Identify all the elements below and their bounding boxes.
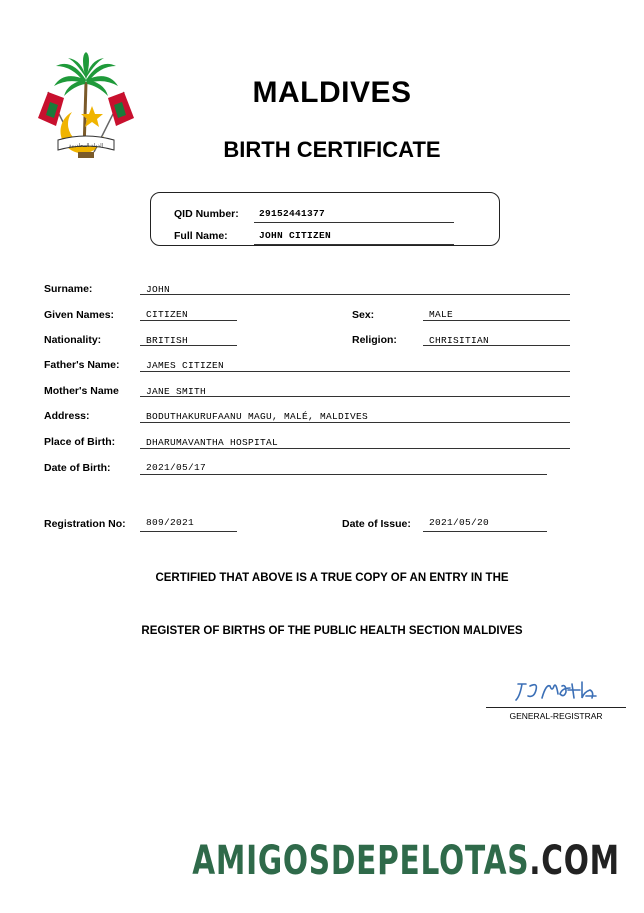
- surname-value: JOHN: [146, 284, 171, 295]
- fullname-label: Full Name:: [174, 230, 228, 242]
- date-of-issue-value: 2021/05/20: [429, 517, 490, 528]
- qid-underline: [254, 222, 454, 223]
- signature-scribble: [512, 678, 598, 704]
- religion-underline: [423, 345, 570, 346]
- place-of-birth-underline: [140, 448, 570, 449]
- father-label: Father's Name:: [44, 359, 120, 371]
- watermark-main: AMIGOSDEPELOTAS: [192, 838, 530, 884]
- place-of-birth-label: Place of Birth:: [44, 436, 116, 448]
- signature-line: [486, 707, 626, 708]
- fullname-underline: [254, 244, 454, 245]
- date-of-birth-underline: [140, 474, 547, 475]
- father-value: JAMES CITIZEN: [146, 360, 225, 371]
- address-label: Address:: [44, 410, 90, 422]
- religion-label: Religion:: [352, 334, 397, 346]
- emblem-scroll-text: الدولة المحلديبية: [68, 143, 104, 149]
- father-underline: [140, 371, 570, 372]
- given-names-label: Given Names:: [44, 309, 115, 321]
- maldives-emblem-icon: [34, 52, 138, 164]
- watermark-suffix: .COM: [529, 838, 620, 884]
- place-of-birth-value: DHARUMAVANTHA HOSPITAL: [146, 437, 279, 448]
- date-of-issue-label: Date of Issue:: [342, 518, 411, 530]
- registration-no-underline: [140, 531, 237, 532]
- address-value: BODUTHAKURUFAANU MAGU, MALÉ, MALDIVES: [146, 411, 369, 422]
- registration-no-label: Registration No:: [44, 518, 126, 530]
- nationality-label: Nationality:: [44, 334, 102, 346]
- signature-title: GENERAL-REGISTRAR: [509, 711, 603, 721]
- address-underline: [140, 422, 570, 423]
- sex-underline: [423, 320, 570, 321]
- watermark-text: [192, 838, 620, 884]
- date-of-birth-label: Date of Birth:: [44, 462, 111, 474]
- date-of-issue-underline: [423, 531, 547, 532]
- sex-value: MALE: [429, 309, 454, 320]
- mother-value: JANE SMITH: [146, 386, 207, 397]
- date-of-birth-value: 2021/05/17: [146, 462, 207, 473]
- document-title: BIRTH CERTIFICATE: [223, 137, 441, 162]
- religion-value: CHRISITIAN: [429, 335, 490, 346]
- registration-no-value: 809/2021: [146, 517, 195, 528]
- certification-line-1: CERTIFIED THAT ABOVE IS A TRUE COPY OF AN ENTRY IN THE: [155, 572, 509, 584]
- given-names-value: CITIZEN: [146, 309, 189, 320]
- certification-line-2: REGISTER OF BIRTHS OF THE PUBLIC HEALTH SECTION MALDIVES: [141, 625, 523, 637]
- sex-label: Sex:: [352, 309, 375, 321]
- surname-label: Surname:: [44, 283, 93, 295]
- fullname-value: JOHN CITIZEN: [259, 230, 332, 241]
- qid-value: 29152441377: [259, 208, 326, 219]
- surname-underline: [140, 294, 570, 295]
- nationality-underline: [140, 345, 237, 346]
- nationality-value: BRITISH: [146, 335, 189, 346]
- qid-label: QID Number:: [174, 208, 239, 220]
- mother-label: Mother's Name: [44, 385, 119, 397]
- country-title: MALDIVES: [252, 76, 412, 109]
- mother-underline: [140, 396, 570, 397]
- given-names-underline: [140, 320, 237, 321]
